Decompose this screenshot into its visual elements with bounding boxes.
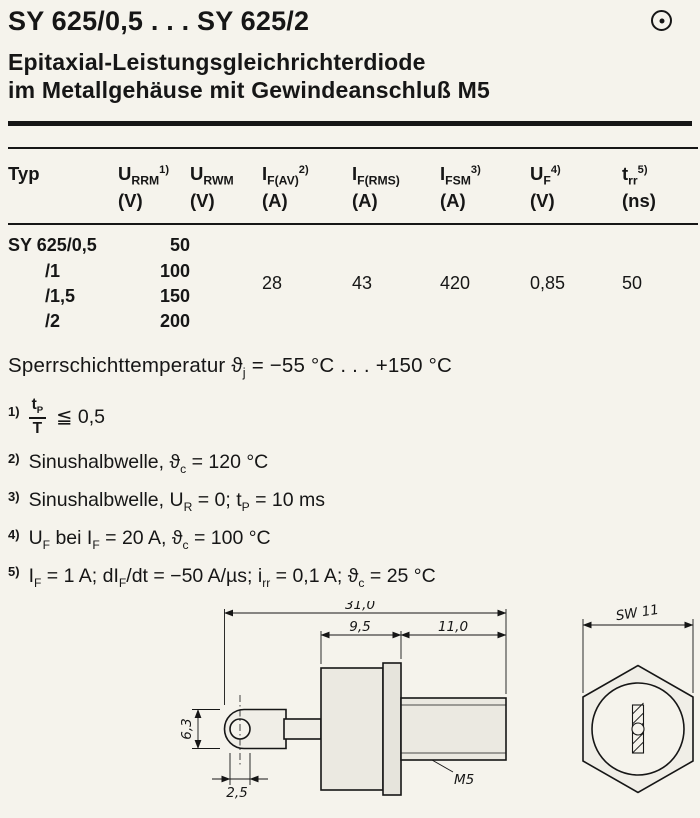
footnote-4-text: $U_F$ bei $I_F = 20$ A, $ϑ_c = 100$ °C: [28, 526, 271, 552]
uf-value: 0,85: [530, 273, 566, 294]
col-trr: $t_{rr}^{5)}$ (ns): [622, 148, 698, 224]
table-header-row: [8, 148, 698, 224]
body: [321, 668, 383, 790]
fraction-numerator: $t_P$: [29, 396, 47, 419]
col-trr-label: $t_{rr}^{5)}$: [622, 163, 648, 188]
col-uf: $U_F^{4)}$ (V): [530, 148, 622, 224]
trr-value: 50: [622, 273, 643, 294]
thread-label: M5: [454, 772, 475, 789]
threaded-stud: [401, 698, 506, 760]
dim-stud-label: 11,0: [437, 619, 469, 636]
ifrms-value: 43: [352, 273, 373, 294]
urrm-value: 200: [159, 311, 190, 332]
footnote-3-text: Sinushalbwelle, $U_R = 0$; $t_P = 10$ ms: [28, 488, 326, 514]
footnote-2: [8, 451, 694, 476]
fraction-denominator: T: [32, 420, 43, 438]
dim-hole-label: 2,5: [226, 785, 248, 802]
urwm-value: [190, 224, 262, 335]
hex-end-view: [583, 666, 693, 793]
technical-drawing: [8, 601, 694, 818]
footnote-5-text: $I_F = 1$ A; $dI_F/dt = -50$ A/µs; $i_{rr} = 0,1$ A; $ϑ_c = 25$ °C: [28, 564, 436, 590]
footnote-3-marker: 3): [8, 488, 20, 504]
typ-value: /2: [45, 311, 61, 332]
col-ifav-label: $I_{F(AV)}^{2)}$: [262, 163, 309, 188]
footnote-3: [8, 489, 694, 514]
footnote-1: [8, 396, 694, 438]
lead: [284, 719, 321, 739]
ifav-value: 28: [262, 273, 283, 294]
footnotes: [8, 396, 694, 590]
typ-value: /1: [45, 260, 61, 281]
urrm-value: 100: [159, 260, 190, 281]
dim-body-label: 9,5: [349, 619, 371, 636]
footnote-4-marker: 4): [8, 526, 20, 542]
col-typ: [8, 148, 118, 224]
col-urwm: $U_{RWM}$ (V): [190, 148, 262, 224]
col-ifav: $I_{F(AV)}^{2)}$ (A): [262, 148, 352, 224]
col-ifrms-label: $I_{F(RMS)}$: [352, 163, 400, 188]
wrench-size-label: SW 11: [614, 602, 661, 625]
table-row: [8, 224, 698, 258]
col-ifsm-label: $I_{FSM}^{3)}$: [440, 163, 481, 188]
diode-outline-drawing: [8, 601, 696, 813]
fraction-tp-over-t: [29, 396, 47, 438]
footnote-1-text: ≦ 0,5: [56, 405, 106, 428]
typ-value: SY 625/0,5: [8, 235, 97, 256]
col-uf-label: $U_F^{4)}$: [530, 163, 561, 188]
urrm-value: 150: [159, 286, 190, 307]
col-urrm: $U_{RRM}^{1)}$ (V): [118, 148, 190, 224]
urrm-value: 50: [169, 235, 190, 256]
footnote-5: [8, 565, 694, 590]
spec-table: [8, 147, 698, 335]
typ-value: /1,5: [45, 286, 76, 307]
dim-tab-height-label: 6,3: [179, 718, 195, 741]
junction-temperature-line: Sperrschichttemperatur $ϑ_j = -55$ °C . . . +150 °C: [8, 353, 452, 380]
page-title: SY 625/0,5 . . . SY 625/2: [8, 6, 310, 36]
col-ifsm: $I_{FSM}^{3)}$ (A): [440, 148, 530, 224]
header: [8, 6, 694, 37]
col-typ-label: Typ: [8, 163, 40, 185]
subtitle-line2: im Metallgehäuse mit Gewindeanschluß M5: [8, 77, 490, 104]
circle-dot-icon: [651, 10, 672, 31]
footnote-5-marker: 5): [8, 564, 20, 580]
ifsm-value: 420: [440, 273, 471, 294]
dim-total-label: 31,0: [344, 601, 376, 614]
col-ifrms: $I_{F(RMS)}$ (A): [352, 148, 440, 224]
tab-end-hole: [632, 723, 644, 735]
flange: [383, 663, 401, 795]
col-urwm-label: $U_{RWM}$: [190, 163, 234, 188]
divider-thick: [8, 121, 692, 126]
footnote-2-text: Sinushalbwelle, $ϑ_c = 120$ °C: [28, 450, 269, 476]
footnote-4: [8, 527, 694, 552]
col-urrm-label: $U_{RRM}^{1)}$: [118, 163, 170, 188]
footnote-2-marker: 2): [8, 450, 20, 466]
footnote-1-marker: 1): [8, 404, 20, 420]
subtitle-line1: Epitaxial-Leistungsgleichrichterdiode: [8, 49, 426, 76]
